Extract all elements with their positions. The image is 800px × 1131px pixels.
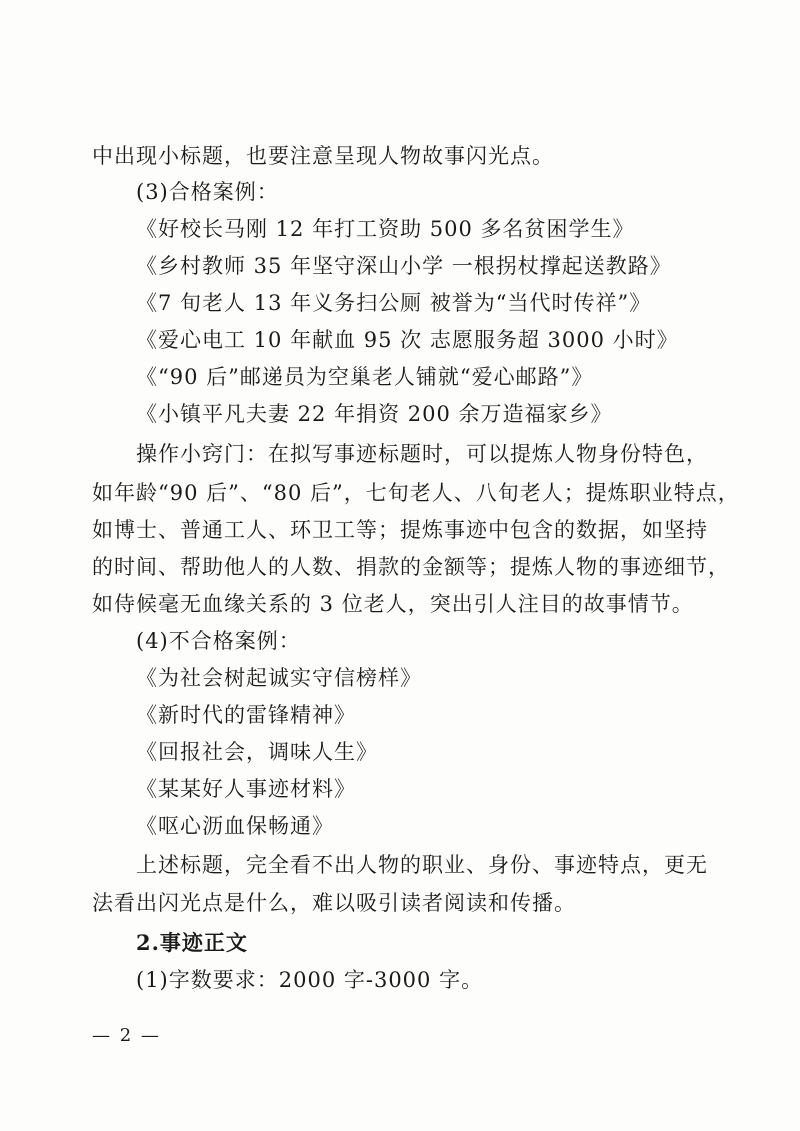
qualified-example: 《好校长马刚 12 年打工资助 500 多名贫困学生》	[136, 217, 635, 241]
intro-line: 中出现小标题，也要注意呈现人物故事闪光点。	[92, 144, 554, 168]
section-heading: 2.事迹正文	[136, 930, 248, 955]
qualified-example: 《小镇平凡夫妻 22 年捐资 200 余万造福家乡》	[136, 402, 613, 426]
summary-paragraph-line: 上述标题，完全看不出人物的职业、身份、事迹特点，更无	[136, 853, 708, 877]
qualified-example: 《7 旬老人 13 年义务扫公厕 被誉为“当代时传祥”》	[136, 291, 652, 315]
qualified-heading: (3)合格案例：	[136, 180, 279, 204]
tips-paragraph-line: 的时间、帮助他人的人数、捐款的金额等；提炼人物的事迹细节，	[92, 555, 730, 579]
summary-paragraph-line: 法看出闪光点是什么，难以吸引读者阅读和传播。	[92, 891, 576, 915]
qualified-example: 《爱心电工 10 年献血 95 次 志愿服务超 3000 小时》	[136, 328, 679, 352]
tips-paragraph-line: 如侍候毫无血缘关系的 3 位老人，突出引人注目的故事情节。	[92, 592, 694, 616]
tips-paragraph-line: 如博士、普通工人、环卫工等；提炼事迹中包含的数据，如坚持	[92, 518, 708, 542]
page-number: — 2 —	[92, 1025, 161, 1046]
unqualified-example: 《呕心沥血保畅通》	[136, 814, 334, 838]
qualified-example: 《乡村教师 35 年坚守深山小学 一根拐杖撑起送教路》	[136, 254, 672, 278]
word-count-line: (1)字数要求：2000 字-3000 字。	[136, 968, 484, 992]
tips-paragraph-line: 如年龄“90 后”、“80 后”，七旬老人、八旬老人；提炼职业特点，	[92, 481, 740, 505]
unqualified-example: 《新时代的雷锋精神》	[136, 703, 356, 727]
tips-paragraph-line: 操作小窍门：在拟写事迹标题时，可以提炼人物身份特色，	[136, 442, 708, 466]
unqualified-example: 《为社会树起诚实守信榜样》	[136, 666, 422, 690]
unqualified-example: 《回报社会，调味人生》	[136, 740, 378, 764]
unqualified-heading: (4)不合格案例：	[136, 629, 301, 653]
qualified-example: 《“90 后”邮递员为空巢老人铺就“爱心邮路”》	[136, 365, 594, 389]
unqualified-example: 《某某好人事迹材料》	[136, 777, 356, 801]
